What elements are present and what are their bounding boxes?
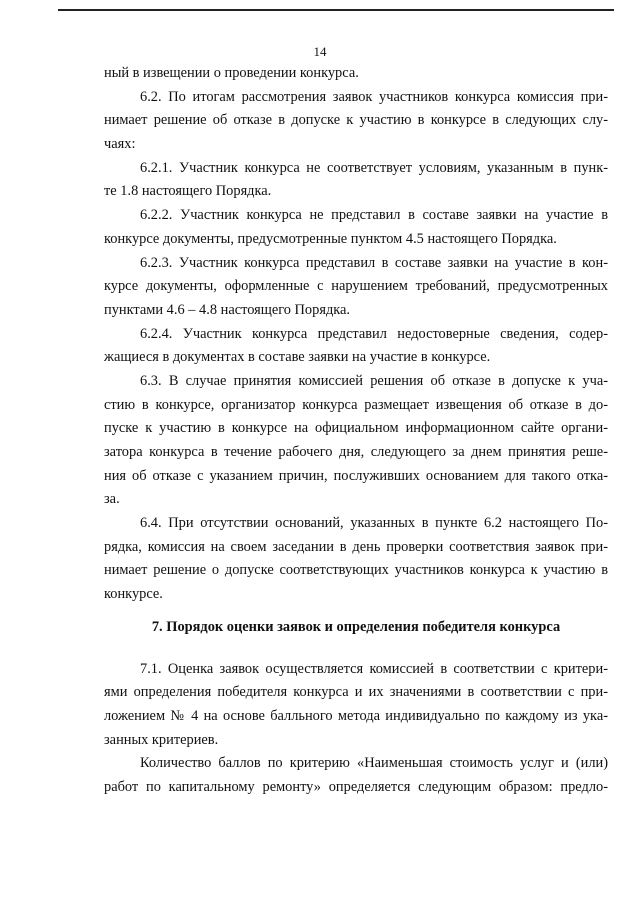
paragraph-line: занных критериев.: [104, 731, 219, 748]
paragraph-line: те 1.8 настоящего Порядка.: [104, 183, 272, 200]
paragraph-line: пуске к участию в конкурсе на официальном информационном сайте органи-: [104, 420, 608, 437]
paragraph-line: конкурсе документы, предусмотренные пунктом 4.5 настоящего Порядка.: [104, 230, 557, 247]
paragraph-line: ный в извещении о проведении конкурса.: [104, 65, 359, 81]
paragraph-line: 6.2.3. Участник конкурса представил в составе заявки на участие в кон-: [140, 254, 608, 271]
paragraph-line: нимает решение об отказе в допуске к участию в конкурсе в следующих слу-: [104, 112, 608, 129]
paragraph-line: за.: [104, 491, 120, 508]
paragraph-line: 6.2.1. Участник конкурса не соответствует условиям, указанным в пунк-: [140, 159, 608, 176]
paragraph-line: затора конкурса в течение рабочего дня, следующего за днем принятия реше-: [104, 444, 608, 460]
page-number: 14: [313, 44, 327, 59]
section-heading: 7. Порядок оценки заявок и определения победителя конкурса: [151, 618, 561, 635]
paragraph-line: жащиеся в документах в составе заявки на участие в конкурсе.: [104, 349, 491, 366]
paragraph-line: курсе документы, оформленные с нарушением требований, предусмотренных: [104, 278, 608, 295]
paragraph-line: конкурсе.: [104, 586, 163, 603]
paragraph-line: стию в конкурсе, организатор конкурса размещает извещения об отказе в до-: [104, 396, 608, 413]
document-body: [104, 62, 608, 800]
paragraph-line: 7.1. Оценка заявок осуществляется комиссией в соответствии с критери-: [140, 660, 608, 677]
paragraph-line: нимает решение о допуске соответствующих участников конкурса к участию в: [104, 562, 608, 579]
paragraph-line: работ по капитальному ремонту» определяется следующим образом: предло-: [104, 778, 608, 795]
paragraph-line: ложением № 4 на основе балльного метода индивидуально по каждому из ука-: [104, 707, 608, 724]
paragraph-line: ями определения победителя конкурса и их значениями в соответствии с при-: [104, 684, 608, 701]
paragraph-line: 6.2. По итогам рассмотрения заявок участников конкурса комиссия при-: [140, 88, 608, 105]
top-border-line: [58, 9, 614, 11]
paragraph-line: 6.3. В случае принятия комиссией решения об отказе в допуске к уча-: [140, 372, 608, 389]
paragraph-line: рядка, комиссия на своем заседании в день проверки соответствия заявок при-: [104, 538, 608, 555]
paragraph-line: чаях:: [104, 136, 136, 153]
paragraph-line: ния об отказе с указанием причин, послуживших основанием для такого отка-: [104, 467, 608, 484]
paragraph-line: Количество баллов по критерию «Наименьшая стоимость услуг и (или): [140, 755, 608, 772]
paragraph-line: 6.2.4. Участник конкурса представил недостоверные сведения, содер-: [140, 325, 608, 342]
paragraph-line: 6.2.2. Участник конкурса не представил в составе заявки на участие в: [140, 207, 608, 224]
paragraph-line: пунктами 4.6 – 4.8 настоящего Порядка.: [104, 301, 351, 318]
paragraph-line: 6.4. При отсутствии оснований, указанных в пункте 6.2 настоящего По-: [140, 515, 608, 532]
